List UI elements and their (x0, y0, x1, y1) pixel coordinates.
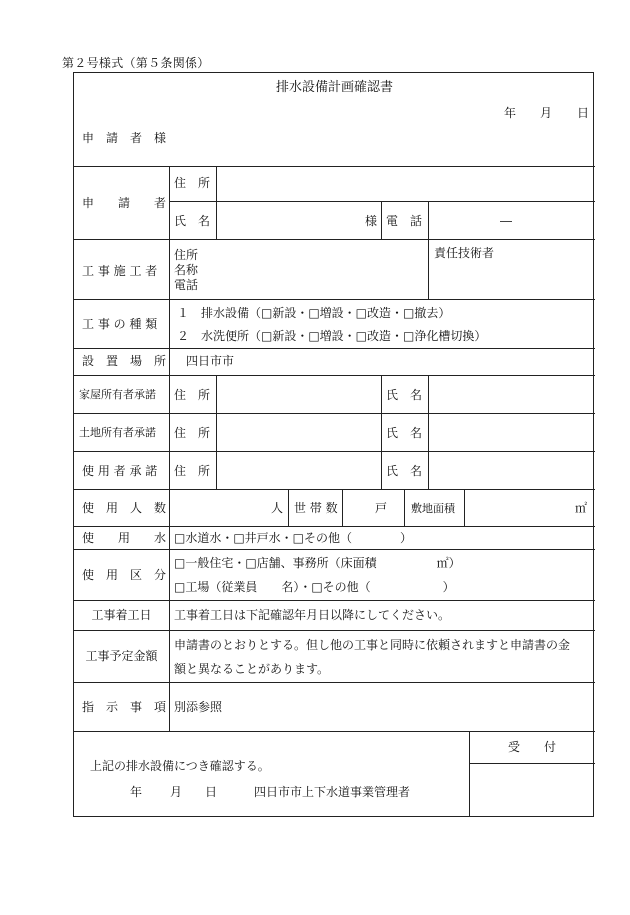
rule-contractor-bottom (74, 299, 595, 300)
worktype-label: 工 事 の 種 類 (82, 317, 158, 331)
usage-line1: □一般住宅・□店舗、事務所（床面積 ㎡） (174, 556, 461, 570)
rule-household-left (288, 489, 289, 526)
rule-user-bottom (74, 489, 595, 490)
confirmation-form (73, 72, 594, 817)
applicant-address-label: 住 所 (174, 176, 211, 190)
contractor-engineer: 責任技術者 (434, 246, 495, 260)
rule-house-bottom (74, 413, 595, 414)
unit-household: 戸 (375, 501, 388, 515)
applicant-label: 申 請 者 (82, 196, 167, 210)
contractor-address: 住所 (174, 248, 199, 262)
applicant-phone-label: 電 話 (386, 214, 423, 228)
household-label: 世 帯 数 (294, 501, 338, 515)
startdate-label: 工事着工日 (91, 608, 152, 622)
applicant-name-label: 氏 名 (174, 214, 211, 228)
confirm-text: 上記の排水設備につき確認する。 (90, 759, 270, 773)
user-consent-address-label: 住 所 (174, 464, 211, 478)
land-owner-name-label: 氏 名 (386, 426, 423, 440)
area-label: 敷地面積 (411, 502, 455, 515)
unit-people: 人 (271, 501, 284, 515)
water-label: 使 用 水 (82, 531, 167, 545)
rule-header-bottom (74, 166, 595, 167)
confirm-issuer: 四日市市上下水道事業管理者 (254, 785, 411, 799)
confirm-year: 年 (130, 785, 143, 799)
worktype-line2: ２ 水洗便所（□新設・□増設・□改造・□浄化槽切換） (177, 329, 487, 343)
rule-applicant-name-split (216, 166, 217, 239)
rule-applicant-phone-left (381, 201, 382, 239)
user-consent-name-label: 氏 名 (386, 464, 423, 478)
contractor-label: 工 事 施 工 者 (82, 264, 158, 278)
rule-usage-bottom (74, 600, 595, 601)
water-value: □水道水・□井戸水・□その他（ ） (174, 531, 413, 545)
date-month: 月 (540, 106, 553, 120)
worktype-line1: １ 排水設備（□新設・□増設・□改造・□撤去） (177, 306, 451, 320)
rule-instructions-bottom (74, 731, 595, 732)
rule-area-right (464, 489, 465, 526)
rule-area-left (404, 489, 405, 526)
rule-consent-name-left (381, 375, 382, 489)
house-owner-label: 家屋所有者承諾 (79, 388, 156, 401)
date-day: 日 (577, 106, 590, 120)
cost-line2: 額と異なることがあります。 (174, 662, 330, 676)
confirm-month: 月 (170, 785, 183, 799)
applicant-sama: 様 (365, 214, 378, 228)
cost-label: 工事予定金額 (85, 649, 158, 663)
rule-consent-addr (216, 375, 217, 489)
rule-receipt-header (469, 763, 595, 764)
date-year: 年 (504, 106, 517, 120)
form-reference: 第２号様式（第５条関係） (62, 56, 210, 70)
rule-applicant-phone-right (428, 201, 429, 239)
user-consent-label: 使 用 者 承 諾 (82, 464, 158, 478)
location-value: 四日市市 (186, 354, 235, 368)
rule-consent-name-right (428, 375, 429, 489)
rule-worktype-bottom (74, 348, 595, 349)
startdate-value: 工事着工日は下記確認年月日以降にしてください。 (174, 608, 451, 622)
rule-location-bottom (74, 375, 595, 376)
applicant-phone-dash: ― (500, 214, 512, 228)
cost-line1: 申請書のとおりとする。但し他の工事と同時に依頼されますと申請書の金 (174, 638, 571, 652)
location-label: 設 置 場 所 (82, 354, 167, 368)
land-owner-label: 土地所有者承諾 (79, 426, 156, 439)
recipient-label: 申 請 者 様 (82, 131, 167, 145)
rule-water-bottom (74, 549, 595, 550)
rule-startdate-bottom (74, 630, 595, 631)
contractor-name: 名称 (174, 263, 199, 277)
instructions-label: 指 示 事 項 (82, 700, 167, 714)
rule-contractor-split (428, 239, 429, 299)
instructions-value: 別添参照 (174, 700, 223, 714)
rule-label-column (169, 166, 170, 731)
unit-area: ㎡ (575, 501, 588, 515)
rule-applicant-bottom (74, 239, 595, 240)
confirm-day: 日 (205, 785, 218, 799)
users-label: 使 用 人 数 (82, 501, 167, 515)
house-owner-name-label: 氏 名 (386, 388, 423, 402)
rule-applicant-mid (169, 201, 595, 202)
house-owner-address-label: 住 所 (174, 388, 211, 402)
receipt-label: 受 付 (507, 740, 556, 754)
rule-cost-bottom (74, 682, 595, 683)
usage-line2: □工場（従業員 名）・□その他（ ） (174, 580, 455, 594)
rule-land-bottom (74, 451, 595, 452)
rule-users-bottom (74, 526, 595, 527)
land-owner-address-label: 住 所 (174, 426, 211, 440)
rule-household-right (342, 489, 343, 526)
form-title: 排水設備計画確認書 (275, 80, 393, 95)
contractor-phone: 電話 (174, 278, 199, 292)
usage-label: 使 用 区 分 (82, 568, 167, 582)
